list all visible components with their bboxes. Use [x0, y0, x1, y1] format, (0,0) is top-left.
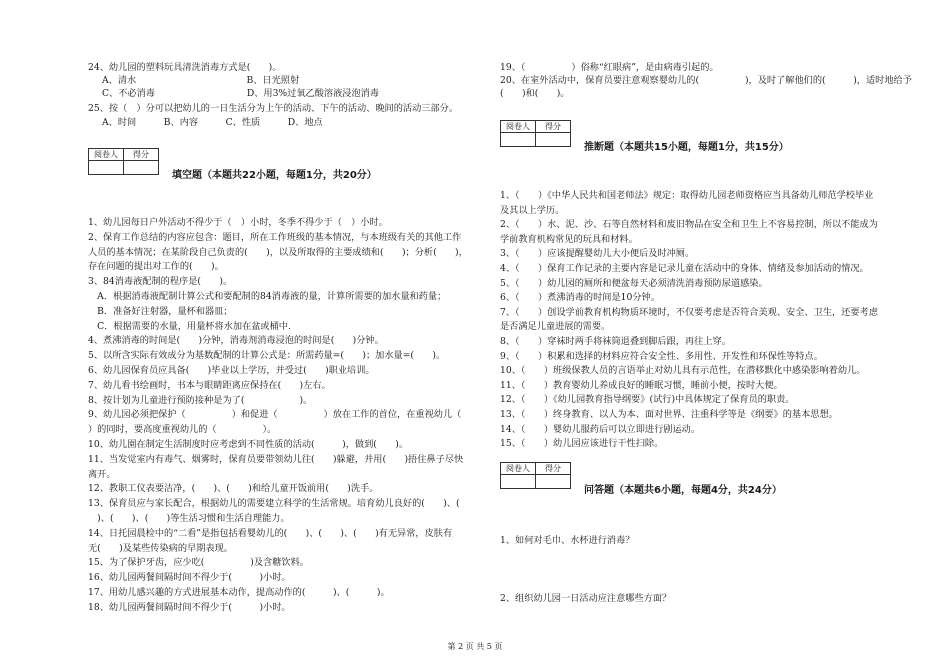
judge-line: 8、（ ）穿袜时两手将袜筒退叠到脚后跟，再往上穿。 [500, 336, 731, 347]
score-box-grader-cell[interactable] [501, 133, 536, 147]
judge-line: 11、（ ）教育婴幼儿养成良好的睡眠习惯，睡前小便，按时大便。 [500, 379, 783, 391]
judge-line: 15、（ ）幼儿园应该进行干性扫除。 [500, 438, 664, 450]
judge-line: 及其以上学历。 [500, 204, 565, 216]
fill-blank-line: 13、保育员应与家长配合，根据幼儿的需要建立科学的生活常规。培育幼儿良好的( )、( [88, 498, 460, 510]
judge-line: 3、（ ）应该提醒婴幼儿大小便后及时冲厕。 [500, 248, 695, 260]
judge-line: 6、（ ）煮沸消毒的时间是10分钟。 [500, 292, 660, 304]
score-box-score-label: 得分 [124, 149, 159, 161]
judge-line: 7、（ ）创设学前教育机构物质环境时，不仅要考虑是否符合美观、安全、卫生，还要考虑 [500, 306, 878, 318]
fill-blank-line: 6、幼儿园保育员应具备( )毕业以上学历，并受过( )职业培训。 [88, 365, 375, 376]
score-box-grader-label: 阅卷人 [89, 149, 124, 161]
question-20-line-2: ( )和( )。 [500, 88, 570, 99]
fill-blank-line: 5、以所含实际有效成分为基数配制的计算公式是：所需药量=( )；加水量=( )。 [88, 350, 446, 362]
section-title-judge: 推断题（本题共15小题，每题1分，共15分） [584, 142, 789, 153]
fill-blank-line: 17、用幼儿感兴趣的方式进展基本动作，提高动作的( )、( )。 [88, 587, 390, 598]
fill-blank-line: 10、幼儿園在制定生活制度时应考虑到不同性质的活动( )，做到( )。 [88, 439, 409, 450]
question-19: 19、（ ）俗称“红眼病”，是由病毒引起的。 [500, 62, 719, 73]
fill-blank-line: 12、教职工仪表要洁净，( )、( )和给儿童开饭前用( )洗手。 [88, 483, 379, 495]
page-footer: 第 2 页 共 5 页 [447, 642, 503, 651]
fill-blank-line: 2、保育工作总结的内容应包含：题目，所在工作班级的基本情况，与本班级有关的其他工作 [88, 231, 462, 243]
score-box-score-cell[interactable] [536, 475, 571, 489]
score-box-score-cell[interactable] [536, 133, 571, 147]
judge-line: 12、（ ）《幼儿园教育指导纲要》(试行)中具体规定了保育员的职责。 [500, 394, 795, 406]
judge-line: 1、（ ）《中华人民共和国老师法》规定：取得幼儿园老师资格应当具备幼儿师范学校毕业 [500, 190, 874, 201]
fill-blank-line: 4、煮沸消毒的时间是( )分钟，消毒剂消毒浸泡的时间是( )分钟。 [88, 335, 384, 347]
fill-blank-line: 11、当发觉室内有毒气、烟雾时，保育员要带领幼儿往( )躲避，并用( )捂住鼻子尽快 [88, 453, 464, 465]
fill-blank-line: 1、幼儿园每日户外活动不得少于（ ）小时，冬季不得少于（ ）小时。 [88, 217, 388, 228]
qa-question-1: 1、如何对毛巾、水杯进行消毒？ [500, 535, 635, 546]
judge-line: 是否满足儿童进展的需要。 [500, 321, 611, 333]
judge-line: 9、（ ）积累和选择的材料应符合安全性、多用性、开发性和环保性等特点。 [500, 350, 823, 362]
judge-line: 4、（ ）保育工作记录的主要内容是记录儿童在活动中的身体、情绪及参加活动的情况。 [500, 263, 869, 274]
qa-question-2: 2、组织幼儿园一日活动应注意哪些方面？ [500, 593, 672, 604]
score-box-grader-label: 阅卷人 [501, 463, 536, 475]
question-24-stem: 24、幼儿园的塑料玩具清洗消毒方式是( )。 [88, 62, 282, 73]
judge-line: 10、（ ）班级保教人员的言语举止对幼儿具有示范性，在潜移默化中感染影响着幼儿。 [500, 365, 866, 377]
fill-blank-line: 人员的基本情况；在某阶段自己负责的( )，以及所取得的主要成绩和( )；分析( )， [88, 246, 468, 258]
judge-line: 5、（ ）幼儿园的厕所和便盆每天必须清洗消毒预防尿道感染。 [500, 277, 768, 289]
fill-blank-line: 9、幼儿园必须把保护（ ）和促进（ ）放在工作的首位，在重视幼儿（ [88, 409, 462, 421]
score-box-judge [500, 120, 571, 147]
score-box-score-label: 得分 [536, 121, 571, 133]
fill-blank-line: 15、为了保护牙齿，应少吃( )及含糖饮料。 [88, 557, 309, 569]
judge-line: 学前教育机构常见的玩具和材料。 [500, 233, 638, 245]
fill-blank-line: ）的同时，要高度重视幼儿的（ ）。 [88, 424, 277, 436]
fill-blank-line: B．准备好注射器，量杯和器皿； [88, 305, 233, 317]
fill-blank-line: C．根据需要的水量，用量杯将水加在盆或桶中. [88, 320, 291, 332]
score-box-score-label: 得分 [536, 463, 571, 475]
fill-blank-line: 存在问题的提出对工作的( )。 [88, 261, 224, 273]
judge-line: 14、（ ）婴幼儿服药后可以立即进行剧运动。 [500, 423, 701, 435]
fill-blank-line: 无( )及某些传染病的早期表现。 [88, 542, 233, 554]
score-box-grader-label: 阅卷人 [501, 121, 536, 133]
judge-line: 2、（ ）水、泥、沙、石等自然材料和废旧物品在安全和卫生上不容易控制，所以不能成为 [500, 219, 878, 231]
fill-blank-line: 14、日托园晨检中的“二看”是指包括看婴幼儿的( )、( )、( )有无异常，皮肤有 [88, 527, 453, 539]
fill-blank-line: 离开。 [88, 468, 116, 480]
question-24-options-ab: A、清水 B、日光照射 [102, 75, 300, 86]
score-box-grader-cell[interactable] [501, 475, 536, 489]
judge-line: 13、（ ）终身教育、以人为本、面对世界、注重科学等是《纲要》的基本思想。 [500, 409, 838, 420]
fill-blank-line: 7、幼儿看书绘画时，书本与眼睛距离应保持在( )左右。 [88, 379, 331, 391]
section-title-fill-blank: 填空题（本题共22小题，每题1分，共20分） [172, 170, 377, 181]
fill-blank-line: 3、84消毒液配制的程序是( )。 [88, 276, 233, 288]
fill-blank-line: )、( )、( )等生活习惯和生活自理能力。 [88, 513, 290, 524]
score-box-fill-blank [88, 148, 159, 175]
section-title-qa: 问答题（本题共6小题，每题4分，共24分） [584, 485, 782, 496]
score-box-score-cell[interactable] [124, 161, 159, 175]
fill-blank-line: A．根据消毒液配制计算公式和要配制的84消毒液的量，计算所需要的加水量和药量； [88, 291, 447, 302]
fill-blank-line: 18、幼儿园两餐间隔时间不得少于( )小时。 [88, 601, 291, 613]
fill-blank-line: 16、幼儿园两餐间隔时间不得少于( )小时。 [88, 572, 291, 584]
question-24-options-cd: C、不必消毒 D、用3%过氧乙酸溶液浸泡消毒 [102, 88, 380, 99]
question-25-stem: 25、按（ ）分可以把幼儿的一日生活分为上午的活动、下午的活动、晚间的活动三部分。 [88, 103, 459, 114]
question-25-options: A、时间 B、内容 C、性质 D、地点 [102, 117, 323, 128]
question-20-line-1: 20、在室外活动中，保育员要注意观察婴幼儿的( )，及时了解他们的( )，适时地给予 [500, 75, 912, 86]
fill-blank-line: 8、按计划为儿童进行预防接种是为了( )。 [88, 394, 313, 406]
score-box-grader-cell[interactable] [89, 161, 124, 175]
score-box-qa [500, 462, 571, 489]
